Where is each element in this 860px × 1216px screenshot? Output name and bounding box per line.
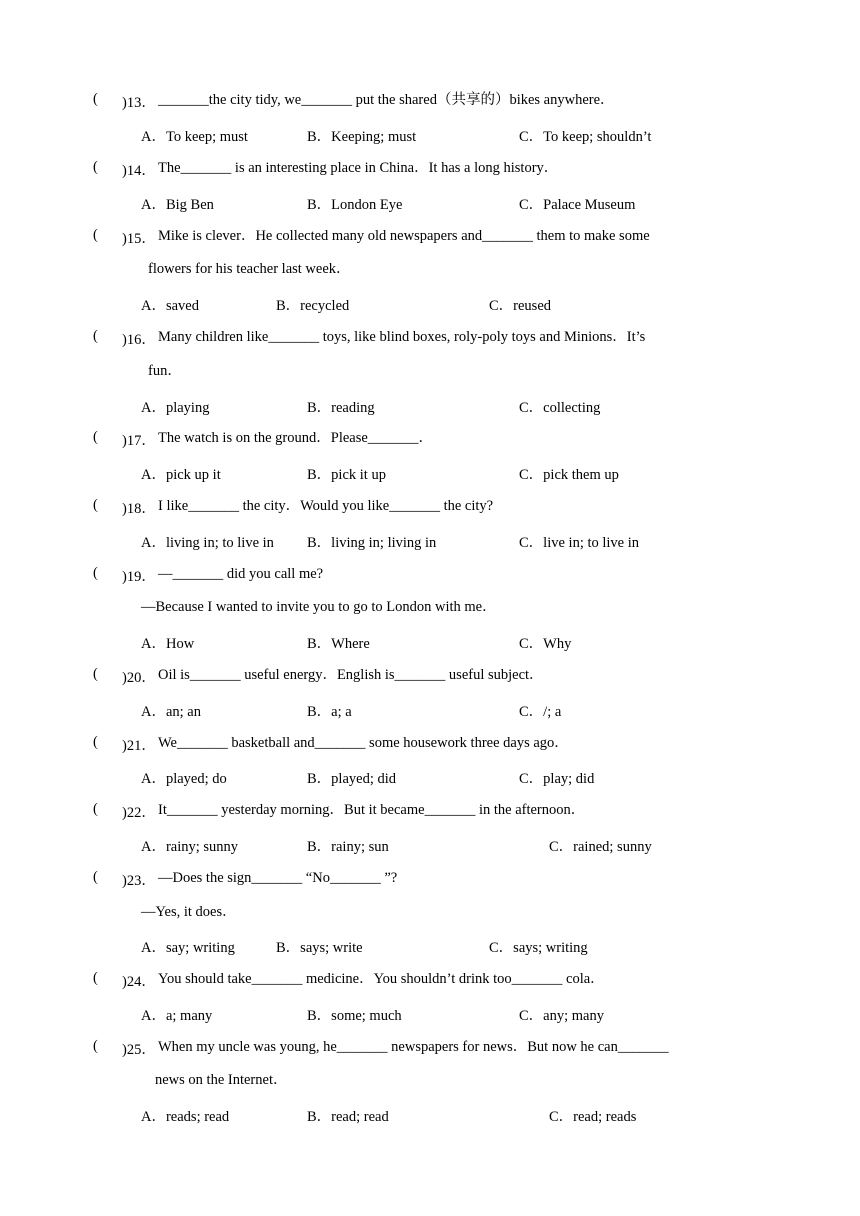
- answer-paren[interactable]: (: [93, 970, 98, 986]
- option-c[interactable]: C．/; a: [519, 704, 562, 720]
- option-a[interactable]: A．To keep; must: [141, 129, 248, 145]
- question-stem: Many children like_______ toys, like blind boxes, roly-poly toys and Minions．It’s: [158, 329, 646, 345]
- question-stem: We_______ basketball and_______ some housework three days ago．: [158, 735, 569, 751]
- question-stem: You should take_______ medicine．You shouldn’t drink too_______ cola．: [158, 971, 605, 987]
- option-a[interactable]: A．played; do: [141, 771, 227, 787]
- option-a[interactable]: A．pick up it: [141, 467, 221, 483]
- option-c[interactable]: C．To keep; shouldn’t: [519, 129, 652, 145]
- option-b[interactable]: B．Keeping; must: [307, 129, 417, 145]
- question-stem: The watch is on the ground．Please_______．: [158, 430, 434, 446]
- answer-paren[interactable]: (: [93, 497, 98, 513]
- question-number: )13．: [122, 95, 156, 111]
- option-b[interactable]: B．pick it up: [307, 467, 386, 483]
- question-number: )14．: [122, 163, 156, 179]
- option-a[interactable]: A．How: [141, 636, 195, 652]
- question-number: )19．: [122, 569, 156, 585]
- question-number: )18．: [122, 501, 156, 517]
- question-number: )21．: [122, 738, 156, 754]
- option-c[interactable]: C．Why: [519, 636, 572, 652]
- question-number: )24．: [122, 974, 156, 990]
- option-b[interactable]: B．says; write: [276, 940, 363, 956]
- answer-paren[interactable]: (: [93, 869, 98, 885]
- question-dialogue-reply: —Yes, it does．: [141, 904, 237, 920]
- answer-paren[interactable]: (: [93, 159, 98, 175]
- option-a[interactable]: A．a; many: [141, 1008, 213, 1024]
- question-stem-continued: fun．: [148, 363, 182, 379]
- question-number: )23．: [122, 873, 156, 889]
- option-c[interactable]: C．reused: [489, 298, 552, 314]
- option-a[interactable]: A．living in; to live in: [141, 535, 274, 551]
- answer-paren[interactable]: (: [93, 328, 98, 344]
- question-stem: —Does the sign_______ “No_______ ”?: [158, 870, 398, 886]
- option-b[interactable]: B．London Eye: [307, 197, 403, 213]
- option-a[interactable]: A．an; an: [141, 704, 201, 720]
- question-stem: I like_______ the city．Would you like_______ the city?: [158, 498, 494, 514]
- option-b[interactable]: B．living in; living in: [307, 535, 437, 551]
- option-b[interactable]: B．read; read: [307, 1109, 389, 1125]
- question-stem-continued: flowers for his teacher last week．: [148, 261, 351, 277]
- option-b[interactable]: B．rainy; sun: [307, 839, 389, 855]
- question-stem-continued: news on the Internet．: [155, 1072, 288, 1088]
- question-number: )20．: [122, 670, 156, 686]
- option-c[interactable]: C．says; writing: [489, 940, 588, 956]
- option-a[interactable]: A．say; writing: [141, 940, 235, 956]
- option-b[interactable]: B．some; much: [307, 1008, 402, 1024]
- answer-paren[interactable]: (: [93, 801, 98, 817]
- question-stem: The_______ is an interesting place in China．It has a long history．: [158, 160, 559, 176]
- answer-paren[interactable]: (: [93, 429, 98, 445]
- option-c[interactable]: C．live in; to live in: [519, 535, 640, 551]
- question-stem: Oil is_______ useful energy．English is_______ useful subject．: [158, 667, 544, 683]
- option-a[interactable]: A．saved: [141, 298, 199, 314]
- option-c[interactable]: C．Palace Museum: [519, 197, 636, 213]
- option-c[interactable]: C．any; many: [519, 1008, 604, 1024]
- option-a[interactable]: A．playing: [141, 400, 210, 416]
- question-stem: Mike is clever．He collected many old newspapers and_______ them to make some: [158, 228, 650, 244]
- answer-paren[interactable]: (: [93, 666, 98, 682]
- answer-paren[interactable]: (: [93, 227, 98, 243]
- question-number: )25．: [122, 1042, 156, 1058]
- option-c[interactable]: C．pick them up: [519, 467, 619, 483]
- question-stem: —_______ did you call me?: [158, 566, 324, 582]
- option-b[interactable]: B．reading: [307, 400, 375, 416]
- option-c[interactable]: C．rained; sunny: [549, 839, 652, 855]
- question-number: )17．: [122, 433, 156, 449]
- option-a[interactable]: A．reads; read: [141, 1109, 230, 1125]
- question-number: )15．: [122, 231, 156, 247]
- answer-paren[interactable]: (: [93, 734, 98, 750]
- question-number: )16．: [122, 332, 156, 348]
- option-c[interactable]: C．collecting: [519, 400, 601, 416]
- question-stem: It_______ yesterday morning．But it became_______ in the afternoon．: [158, 802, 586, 818]
- question-stem: _______the city tidy, we_______ put the shared（共享的）bikes anywhere．: [158, 92, 615, 108]
- question-dialogue-reply: —Because I wanted to invite you to go to London with me．: [141, 599, 497, 615]
- answer-paren[interactable]: (: [93, 1038, 98, 1054]
- answer-paren[interactable]: (: [93, 565, 98, 581]
- question-number: )22．: [122, 805, 156, 821]
- option-a[interactable]: A．Big Ben: [141, 197, 214, 213]
- question-stem: When my uncle was young, he_______ newspapers for news．But now he can_______: [158, 1039, 669, 1055]
- option-c[interactable]: C．play; did: [519, 771, 595, 787]
- option-a[interactable]: A．rainy; sunny: [141, 839, 239, 855]
- option-b[interactable]: B．a; a: [307, 704, 352, 720]
- answer-paren[interactable]: (: [93, 91, 98, 107]
- option-b[interactable]: B．played; did: [307, 771, 397, 787]
- option-c[interactable]: C．read; reads: [549, 1109, 637, 1125]
- option-b[interactable]: B．recycled: [276, 298, 350, 314]
- option-b[interactable]: B．Where: [307, 636, 370, 652]
